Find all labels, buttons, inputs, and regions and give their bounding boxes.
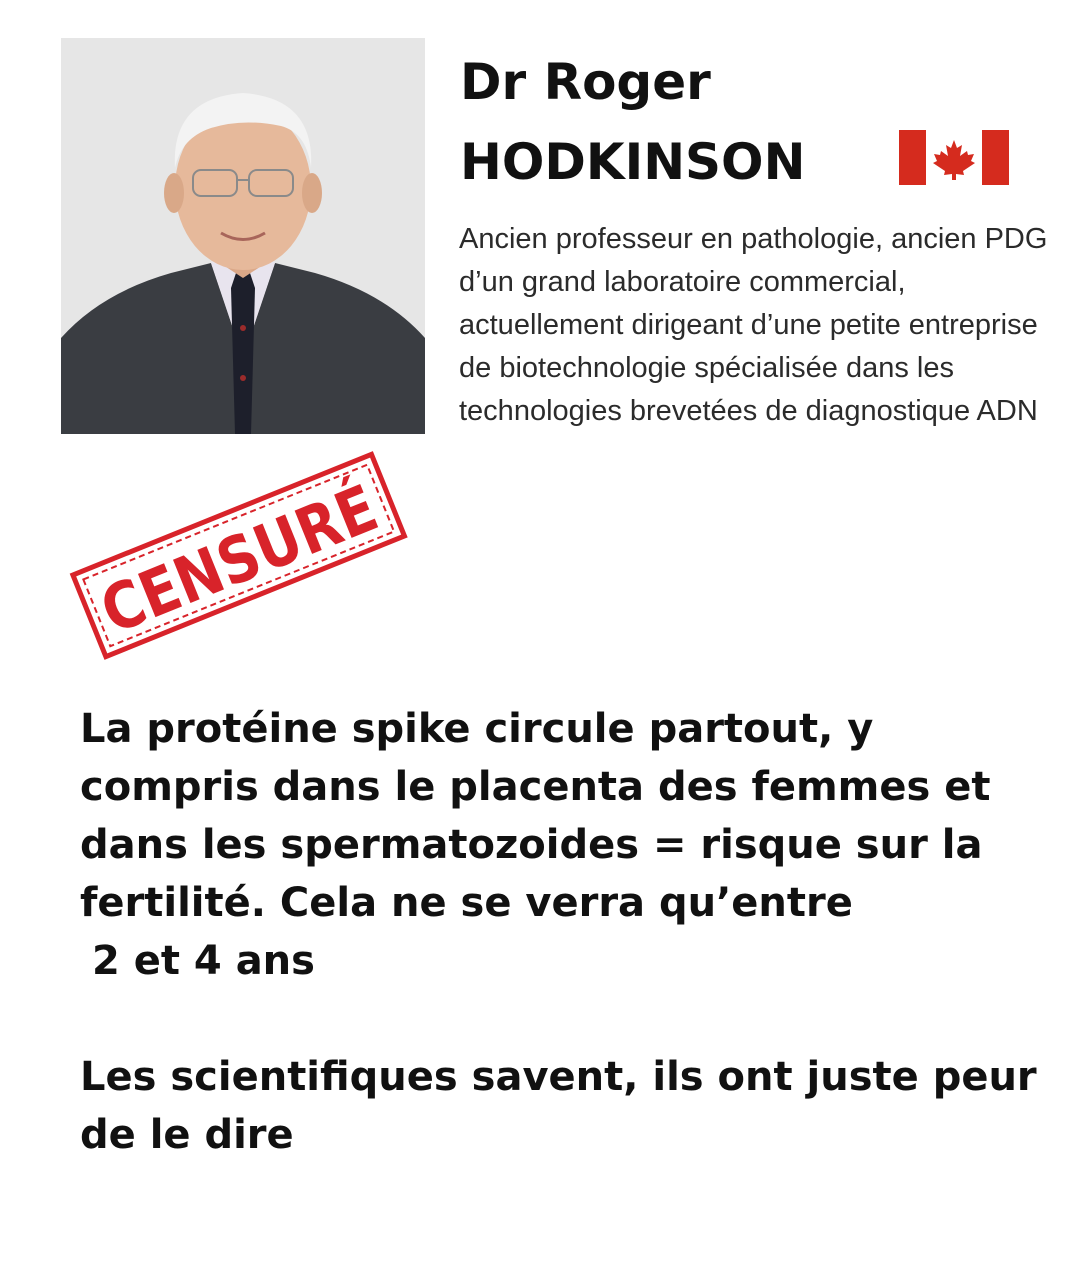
stamp-text: CENSURÉ (91, 454, 410, 650)
statement-paragraph-1: La protéine spike circule partout, y compris dans le placenta des femmes et dans les spermatozoides = risque sur la fertilité. Cela ne se verra qu’entre (80, 706, 991, 926)
statement-paragraph-2: Les scientifiques savent, ils ont juste peur de le dire (80, 1054, 1037, 1158)
name-line-2: HODKINSON (460, 133, 806, 191)
portrait-photo (61, 38, 425, 434)
person-bio: Ancien professeur en pathologie, ancien PDG d’un grand laboratoire commercial, actuellement dirigeant d’une petite entreprise de biotechnologie spécialisée dans les technologies brevetées de diagnostique ADN (459, 223, 1048, 427)
statement-duration: 2 et 4 ans (92, 938, 315, 984)
censored-stamp (65, 432, 410, 677)
portrait-illustration (61, 38, 425, 434)
person-name (460, 42, 805, 202)
canada-flag-icon (899, 130, 1009, 185)
name-line-1: Dr Roger (460, 53, 711, 111)
statement (80, 700, 1040, 1164)
